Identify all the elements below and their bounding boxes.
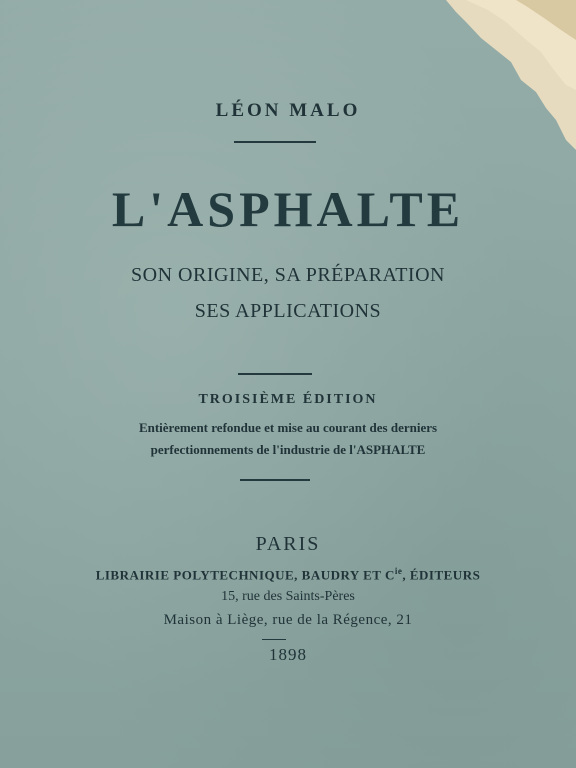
publication-year: 1898 [269,645,307,664]
torn-corner-image [426,0,576,150]
divider-top [234,141,316,143]
subtitle-line-1: SON ORIGINE, SA PRÉPARATION [131,264,445,286]
year-divider [262,639,286,640]
author-name: LÉON MALO [215,100,361,121]
edition-label: TROISIÈME ÉDITION [198,392,378,407]
description-line-2 [0,441,576,459]
description-line-2-text: perfectionnements de l'industrie de l' [150,442,357,457]
divider-bottom [240,479,310,481]
description-line-1: Entièrement refondue et mise au courant des derniers [138,420,438,435]
publisher-line [0,566,576,583]
liege-address: Maison à Liège, rue de la Régence, 21 [163,612,413,628]
publisher-superscript: ie [394,566,403,576]
description-line-2-emphasis: ASPHALTE [356,442,426,457]
publisher-address: 15, rue des Saints-Pères [221,589,355,604]
publisher-name: LIBRAIRIE POLYTECHNIQUE, BAUDRY ET C [95,567,395,583]
subtitle-line-2: SES APPLICATIONS [194,300,382,322]
book-title: L'ASPHALTE [111,181,465,237]
divider-middle [238,373,312,375]
publisher-suffix: , ÉDITEURS [402,567,481,583]
publication-city: PARIS [255,533,321,555]
